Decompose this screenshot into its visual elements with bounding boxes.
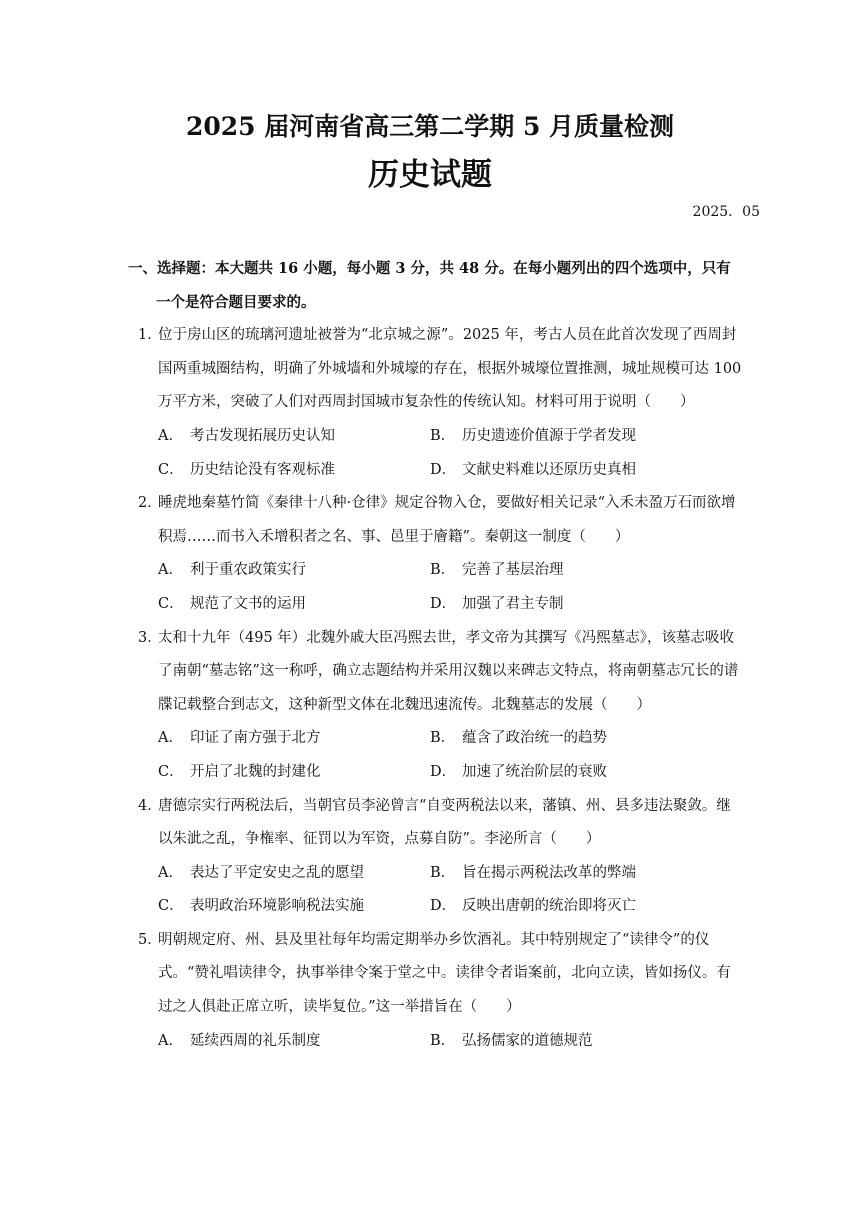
option-letter: B． (430, 427, 456, 444)
option-letter: A． (158, 427, 183, 444)
option-c[interactable] (158, 890, 430, 924)
option-b[interactable] (430, 420, 702, 454)
question-number: 2． (138, 495, 162, 512)
options-row (128, 756, 744, 790)
options-row (128, 554, 744, 588)
option-a[interactable] (158, 857, 430, 891)
option-text: 旨在揭示两税法改革的弊端 (462, 864, 636, 881)
question-text: 明朝规定府、州、县及里社每年均需定期举办乡饮酒礼。其中特别规定了“读律令”的仪式。“赞礼唱读律令，执事举律令案于堂之中。读律令者诣案前，北向立读，皆如扬仪。有过之人俱赴正席立听，读毕复位。”这一举措旨在（ ） (158, 931, 731, 1016)
question-stem (128, 790, 744, 857)
question-stem (128, 924, 744, 1025)
option-text: 考古发现拓展历史认知 (190, 427, 335, 444)
option-b[interactable] (430, 857, 702, 891)
question-5 (128, 924, 744, 1058)
option-letter: D． (430, 763, 457, 780)
option-text: 加速了统治阶层的衰败 (462, 763, 607, 780)
question-number: 4． (138, 797, 162, 814)
option-text: 印证了南方强于北方 (190, 730, 321, 747)
question-stem (128, 622, 744, 723)
option-letter: A． (158, 864, 183, 881)
option-letter: C． (158, 461, 184, 478)
option-d[interactable] (430, 454, 702, 488)
options-row (128, 588, 744, 622)
option-text: 历史结论没有客观标准 (190, 461, 335, 478)
option-c[interactable] (158, 756, 430, 790)
option-letter: B． (430, 562, 456, 579)
option-text: 开启了北魏的封建化 (190, 763, 321, 780)
question-4 (128, 790, 744, 924)
question-2 (128, 487, 744, 621)
question-1 (128, 319, 744, 487)
option-text: 完善了基层治理 (462, 562, 564, 579)
option-text: 延续西周的礼乐制度 (190, 1032, 321, 1049)
option-text: 表明政治环境影响税法实施 (190, 898, 364, 915)
option-letter: B． (430, 1032, 456, 1049)
option-letter: C． (158, 898, 184, 915)
options-row (128, 1025, 744, 1059)
question-3 (128, 622, 744, 790)
question-number: 5． (138, 931, 162, 948)
option-text: 蕴含了政治统一的趋势 (462, 730, 607, 747)
option-letter: B． (430, 730, 456, 747)
option-text: 加强了君主专制 (462, 595, 564, 612)
question-text: 唐德宗实行两税法后，当朝官员李泌曾言“自变两税法以来，藩镇、州、县多违法聚敛。继以朱泚之乱，争権率、征罚以为军资，点募自防”。李泌所言（ ） (158, 797, 731, 848)
option-a[interactable] (158, 554, 430, 588)
exam-subtitle: 历史试题 (368, 157, 492, 193)
option-b[interactable] (430, 1025, 702, 1059)
option-text: 历史遗迹价值源于学者发现 (462, 427, 636, 444)
section-heading: 一、选择题：本大题共 16 小题，每小题 3 分，共 48 分。在每小题列出的四个选项中，只有一个是符合题目要求的。 (128, 260, 731, 311)
option-letter: D． (430, 461, 457, 478)
option-d[interactable] (430, 756, 702, 790)
question-number: 3． (138, 629, 162, 646)
option-text: 反映出唐朝的统治即将灭亡 (462, 898, 636, 915)
options-row (128, 890, 744, 924)
options-row (128, 857, 744, 891)
options-row (128, 420, 744, 454)
option-letter: C． (158, 763, 184, 780)
option-c[interactable] (158, 588, 430, 622)
option-text: 利于重农政策实行 (190, 562, 306, 579)
option-b[interactable] (430, 722, 702, 756)
option-letter: D． (430, 898, 457, 915)
option-letter: C． (158, 595, 184, 612)
options-row (128, 722, 744, 756)
option-letter: A． (158, 1032, 183, 1049)
option-d[interactable] (430, 890, 702, 924)
question-text: 位于房山区的琉璃河遗址被誉为“北京城之源”。2025 年，考古人员在此首次发现了西周封国两重城圈结构，明确了外城墙和外城壕的存在，根据外城壕位置推测，城址规模可达 100 万平方米，突破了人们对西周封国城市复杂性的传统认知。材料可用于说明（ ） (158, 327, 742, 411)
option-b[interactable] (430, 554, 702, 588)
question-stem (128, 487, 744, 554)
option-a[interactable] (158, 1025, 430, 1059)
question-text: 太和十九年（495 年）北魏外戚大臣冯熙去世，孝文帝为其撰写《冯熙墓志》，该墓志吸收了南朝“墓志铭”这一称呼，确立志题结构并采用汉魏以来碑志文特点，将南朝墓志冗长的谱牒记载整合到志文，这种新型文体在北魏迅速流传。北魏墓志的发展（ ） (158, 629, 739, 713)
option-text: 规范了文书的运用 (190, 595, 306, 612)
exam-date: 2025．05 (692, 204, 760, 220)
option-d[interactable] (430, 588, 702, 622)
exam-title: 2025 届河南省高三第二学期 5 月质量检测 (185, 112, 675, 141)
question-text: 睡虎地秦墓竹简《秦律十八种·仓律》规定谷物入仓，要做好相关记录“入禾未盈万石而欲增积焉……而书入禾增积者之名、事、邑里于廥籍”。秦朝这一制度（ ） (158, 495, 736, 545)
option-text: 弘扬儒家的道德规范 (462, 1032, 593, 1049)
option-letter: D． (430, 595, 457, 612)
option-a[interactable] (158, 722, 430, 756)
options-row (128, 454, 744, 488)
option-c[interactable] (158, 454, 430, 488)
option-letter: A． (158, 562, 183, 579)
exam-content (128, 252, 744, 1058)
question-number: 1． (138, 327, 162, 344)
option-a[interactable] (158, 420, 430, 454)
option-letter: B． (430, 864, 456, 881)
question-stem (128, 319, 744, 420)
option-text: 表达了平定安史之乱的愿望 (190, 864, 364, 881)
option-text: 文献史料难以还原历史真相 (462, 461, 636, 478)
option-letter: A． (158, 730, 183, 747)
